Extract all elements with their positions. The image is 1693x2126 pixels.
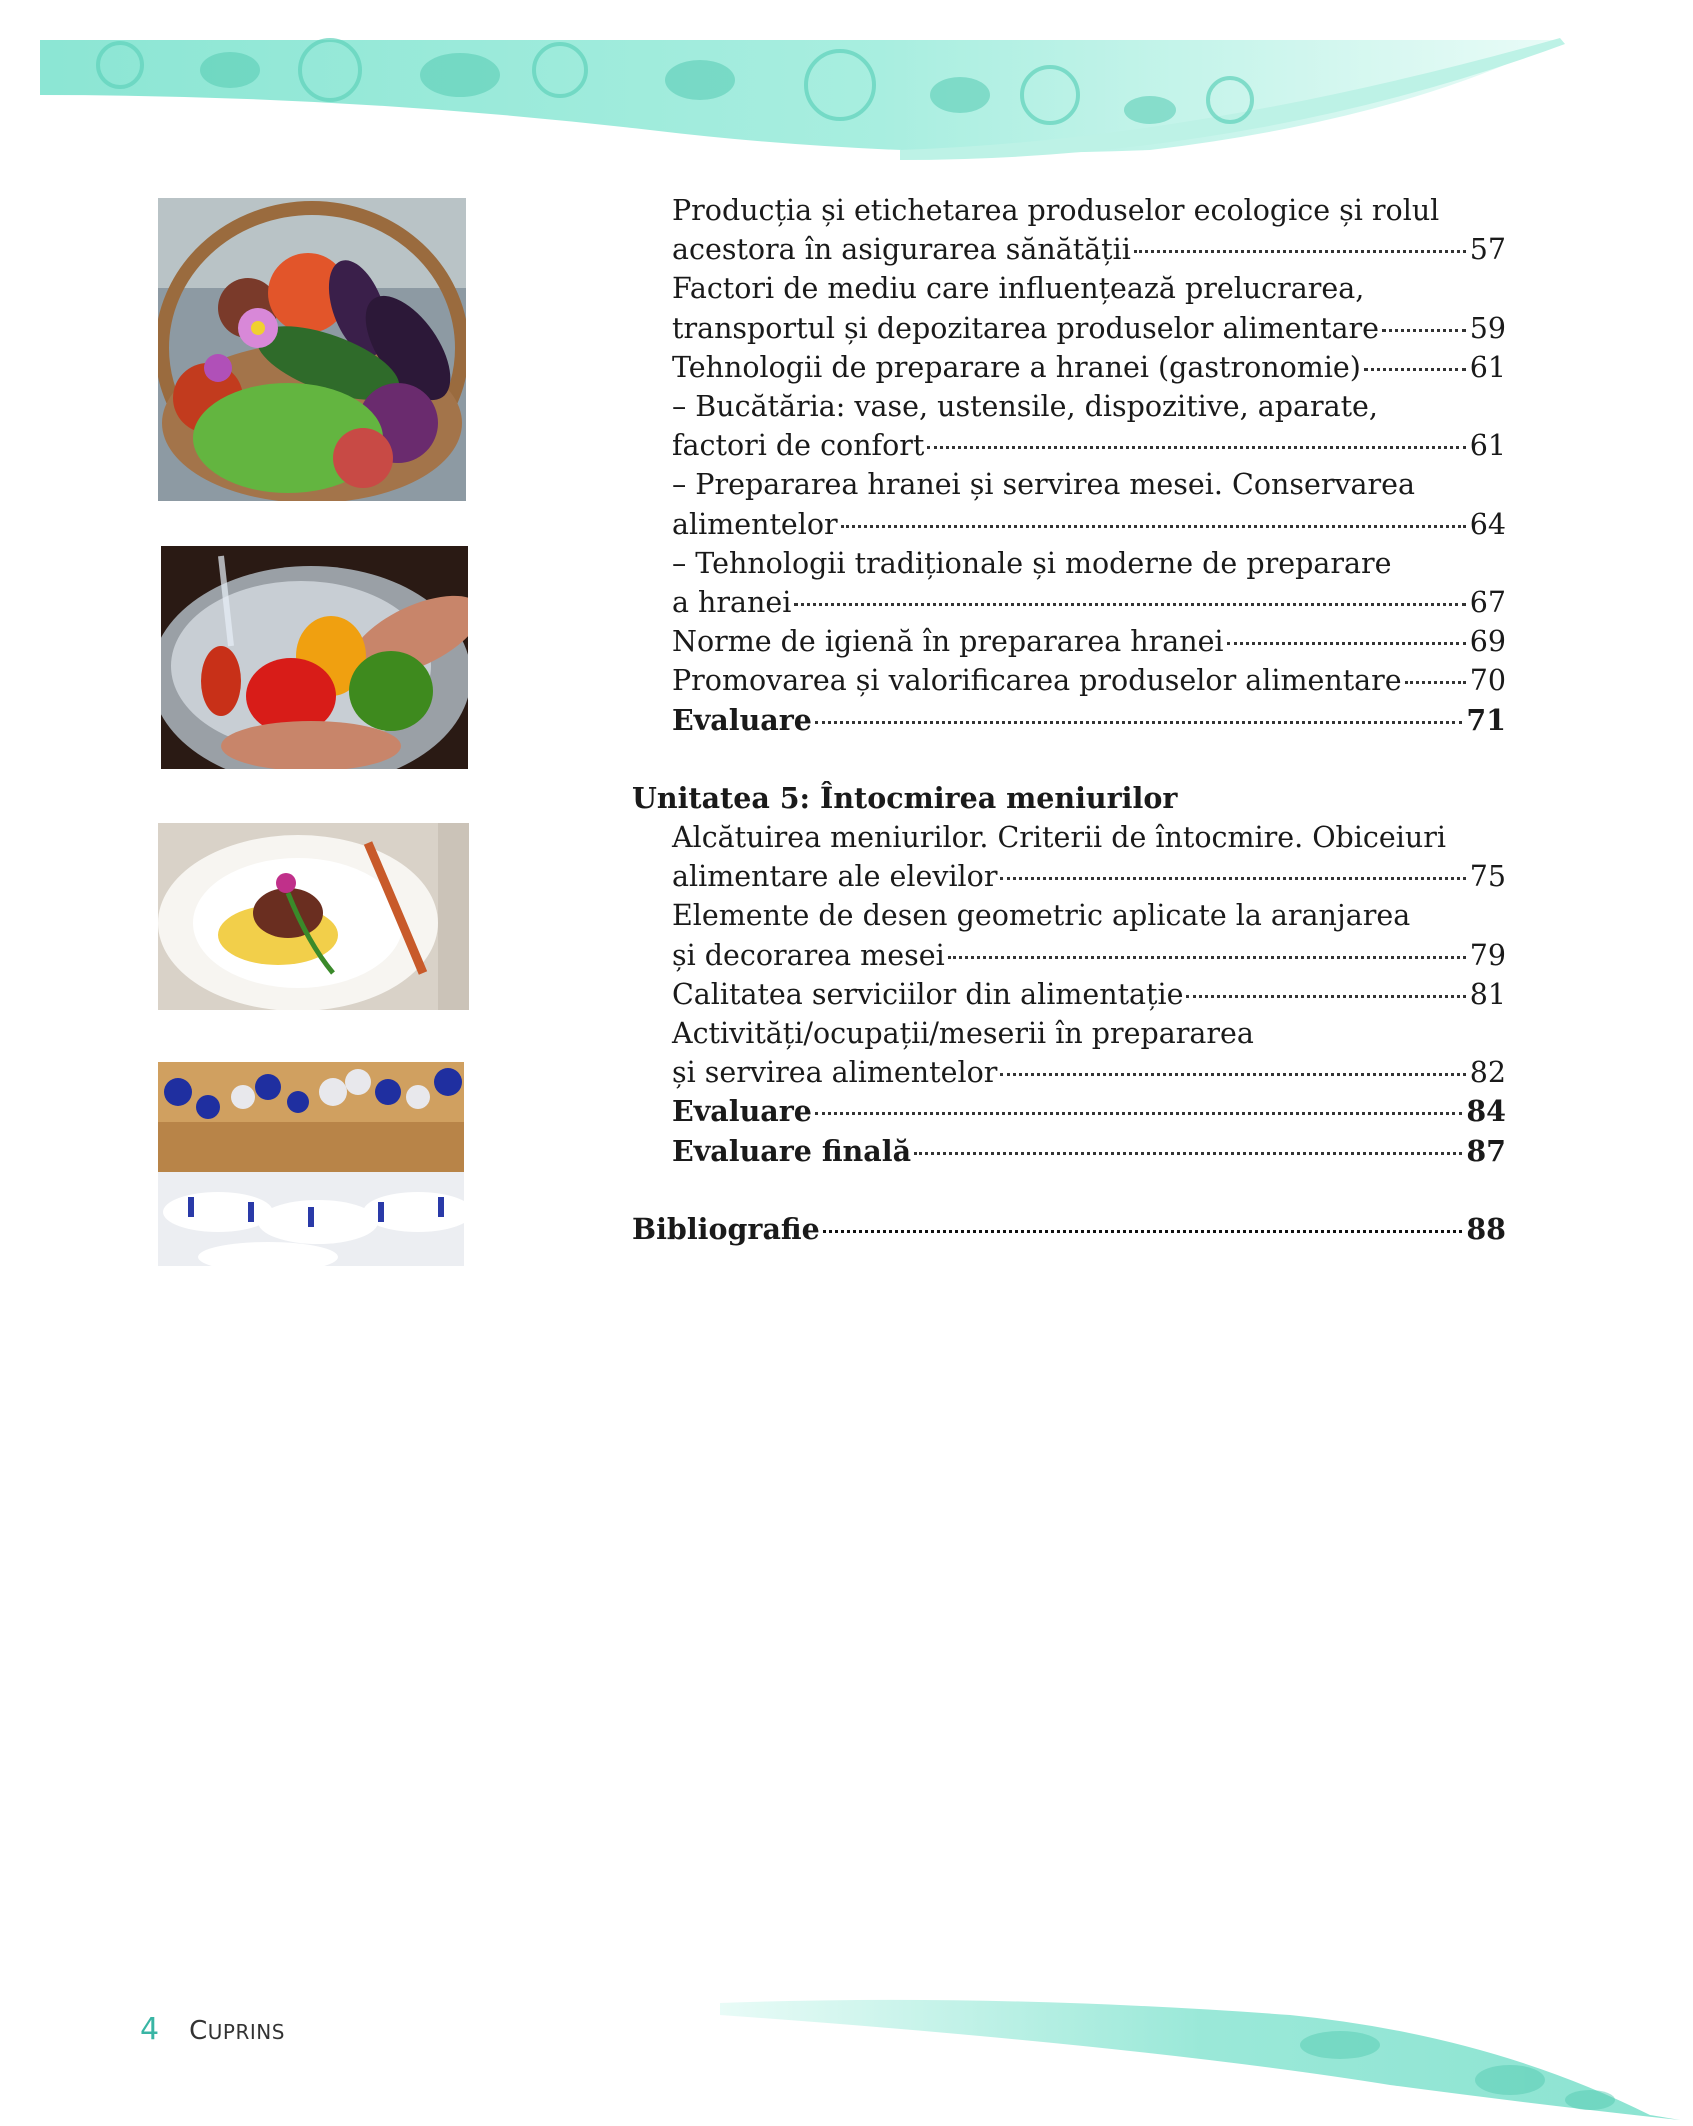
section-title-initial: C [189,2016,208,2046]
toc-entry-page: 82 [1469,1056,1506,1090]
toc-entry[interactable] [632,544,1506,622]
toc-entry-line: – Tehnologii tradiționale și moderne de preparare [672,546,1392,580]
toc-entry-page: 61 [1469,350,1506,384]
toc-entry-page: 64 [1469,507,1506,541]
toc-entry-title: Calitatea serviciilor din alimentație [672,977,1184,1011]
toc-entry-page: 88 [1466,1211,1506,1246]
toc-entry-title: alimentare ale elevilor [672,860,998,894]
toc-entry-page: 70 [1469,664,1506,698]
toc-entry-page: 75 [1469,860,1506,894]
section-title [189,2016,285,2046]
dot-leader [1186,995,1465,998]
toc-entry-line: Activități/ocupații/meserii în prepararea [672,1017,1254,1051]
dot-leader [914,1152,1462,1155]
toc-entry-title: a hranei [672,586,792,620]
toc-entry-page: 67 [1469,586,1506,620]
toc-group-unit4 [632,191,1506,740]
toc-entry[interactable] [632,818,1506,896]
toc-entry[interactable] [632,191,1506,269]
toc-entry[interactable] [632,701,1506,740]
toc-entry-line: – Bucătăria: vase, ustensile, dispozitive, aparate, [672,390,1378,424]
section-title-rest: UPRINS [207,2020,285,2044]
unit-5-heading: Unitatea 5: Întocmirea meniurilor [632,780,1178,815]
toc-entry-title: acestora în asigurarea sănătății [672,233,1131,267]
toc-entry-title: Bibliografie [632,1211,820,1246]
photo-plated-dish [158,823,469,1010]
toc-entry[interactable] [632,896,1506,974]
dot-leader [927,446,1465,449]
page-number: 4 [140,2012,160,2047]
toc-entry[interactable] [632,348,1506,387]
toc-entry-title: Promovarea și valorificarea produselor alimentare [672,664,1402,698]
toc-entry-line: Factori de mediu care influențează prelucrarea, [672,272,1365,306]
table-of-contents [632,191,1506,1249]
dot-leader [841,525,1466,528]
photo-washing-peppers [161,546,468,769]
toc-entry-title: alimentelor [672,507,838,541]
dot-leader [1227,642,1466,645]
toc-entry[interactable] [632,1132,1506,1171]
bottom-decorative-banner [690,1985,1693,2126]
toc-entry-page: 61 [1469,429,1506,463]
toc-entry-line: Producția și etichetarea produselor ecologice și rolul [672,194,1440,227]
page-footer [140,2012,285,2052]
dot-leader [1134,250,1466,253]
dot-leader [815,1112,1462,1115]
toc-entry-page: 81 [1469,977,1506,1011]
toc-entry-title: Evaluare [672,702,812,737]
toc-entry-line: – Prepararea hranei și servirea mesei. Conservarea [672,468,1416,502]
toc-entry-bibliography[interactable] [632,1210,1506,1249]
dot-leader [1364,368,1466,371]
toc-group-unit5 [632,818,1506,1171]
toc-entry-page: 71 [1466,702,1506,737]
dot-leader [1000,877,1465,880]
toc-entry-line: Alcătuirea meniurilor. Criterii de întocmire. Obiceiuri [672,821,1446,855]
dot-leader [1382,329,1466,332]
dot-leader [823,1230,1463,1233]
toc-entry-title: factori de confort [672,429,925,463]
toc-entry-page: 59 [1469,311,1506,345]
toc-entry-page: 79 [1469,938,1506,972]
toc-entry[interactable] [632,465,1506,543]
photo-banquet-hall [158,1062,464,1266]
toc-entry[interactable] [632,622,1506,661]
toc-entry[interactable] [632,1014,1506,1092]
toc-entry[interactable] [632,1092,1506,1131]
dot-leader [948,956,1466,959]
toc-entry-page: 87 [1466,1133,1506,1168]
toc-entry-title: Tehnologii de preparare a hranei (gastronomie) [672,350,1361,384]
dot-leader [1000,1073,1465,1076]
toc-entry-title: Evaluare finală [672,1133,912,1168]
toc-entry[interactable] [632,387,1506,465]
top-decorative-banner [0,0,1693,170]
toc-entry-title: Norme de igienă în prepararea hranei [672,625,1224,659]
toc-entry-title: și servirea alimentelor [672,1056,998,1090]
toc-entry-page: 57 [1469,233,1506,267]
toc-entry-page: 69 [1469,625,1506,659]
toc-entry-line: Elemente de desen geometric aplicate la aranjarea [672,899,1411,933]
dot-leader [794,603,1465,606]
dot-leader [1405,681,1466,684]
toc-entry-title: și decorarea mesei [672,938,945,972]
toc-entry-page: 84 [1466,1094,1506,1129]
toc-entry-title: Evaluare [672,1094,812,1129]
toc-entry[interactable] [632,269,1506,347]
toc-entry[interactable] [632,661,1506,700]
toc-entry[interactable] [632,975,1506,1014]
dot-leader [815,721,1462,724]
toc-entry-title: transportul și depozitarea produselor alimentare [672,311,1379,345]
photo-vegetable-basket [158,198,466,501]
